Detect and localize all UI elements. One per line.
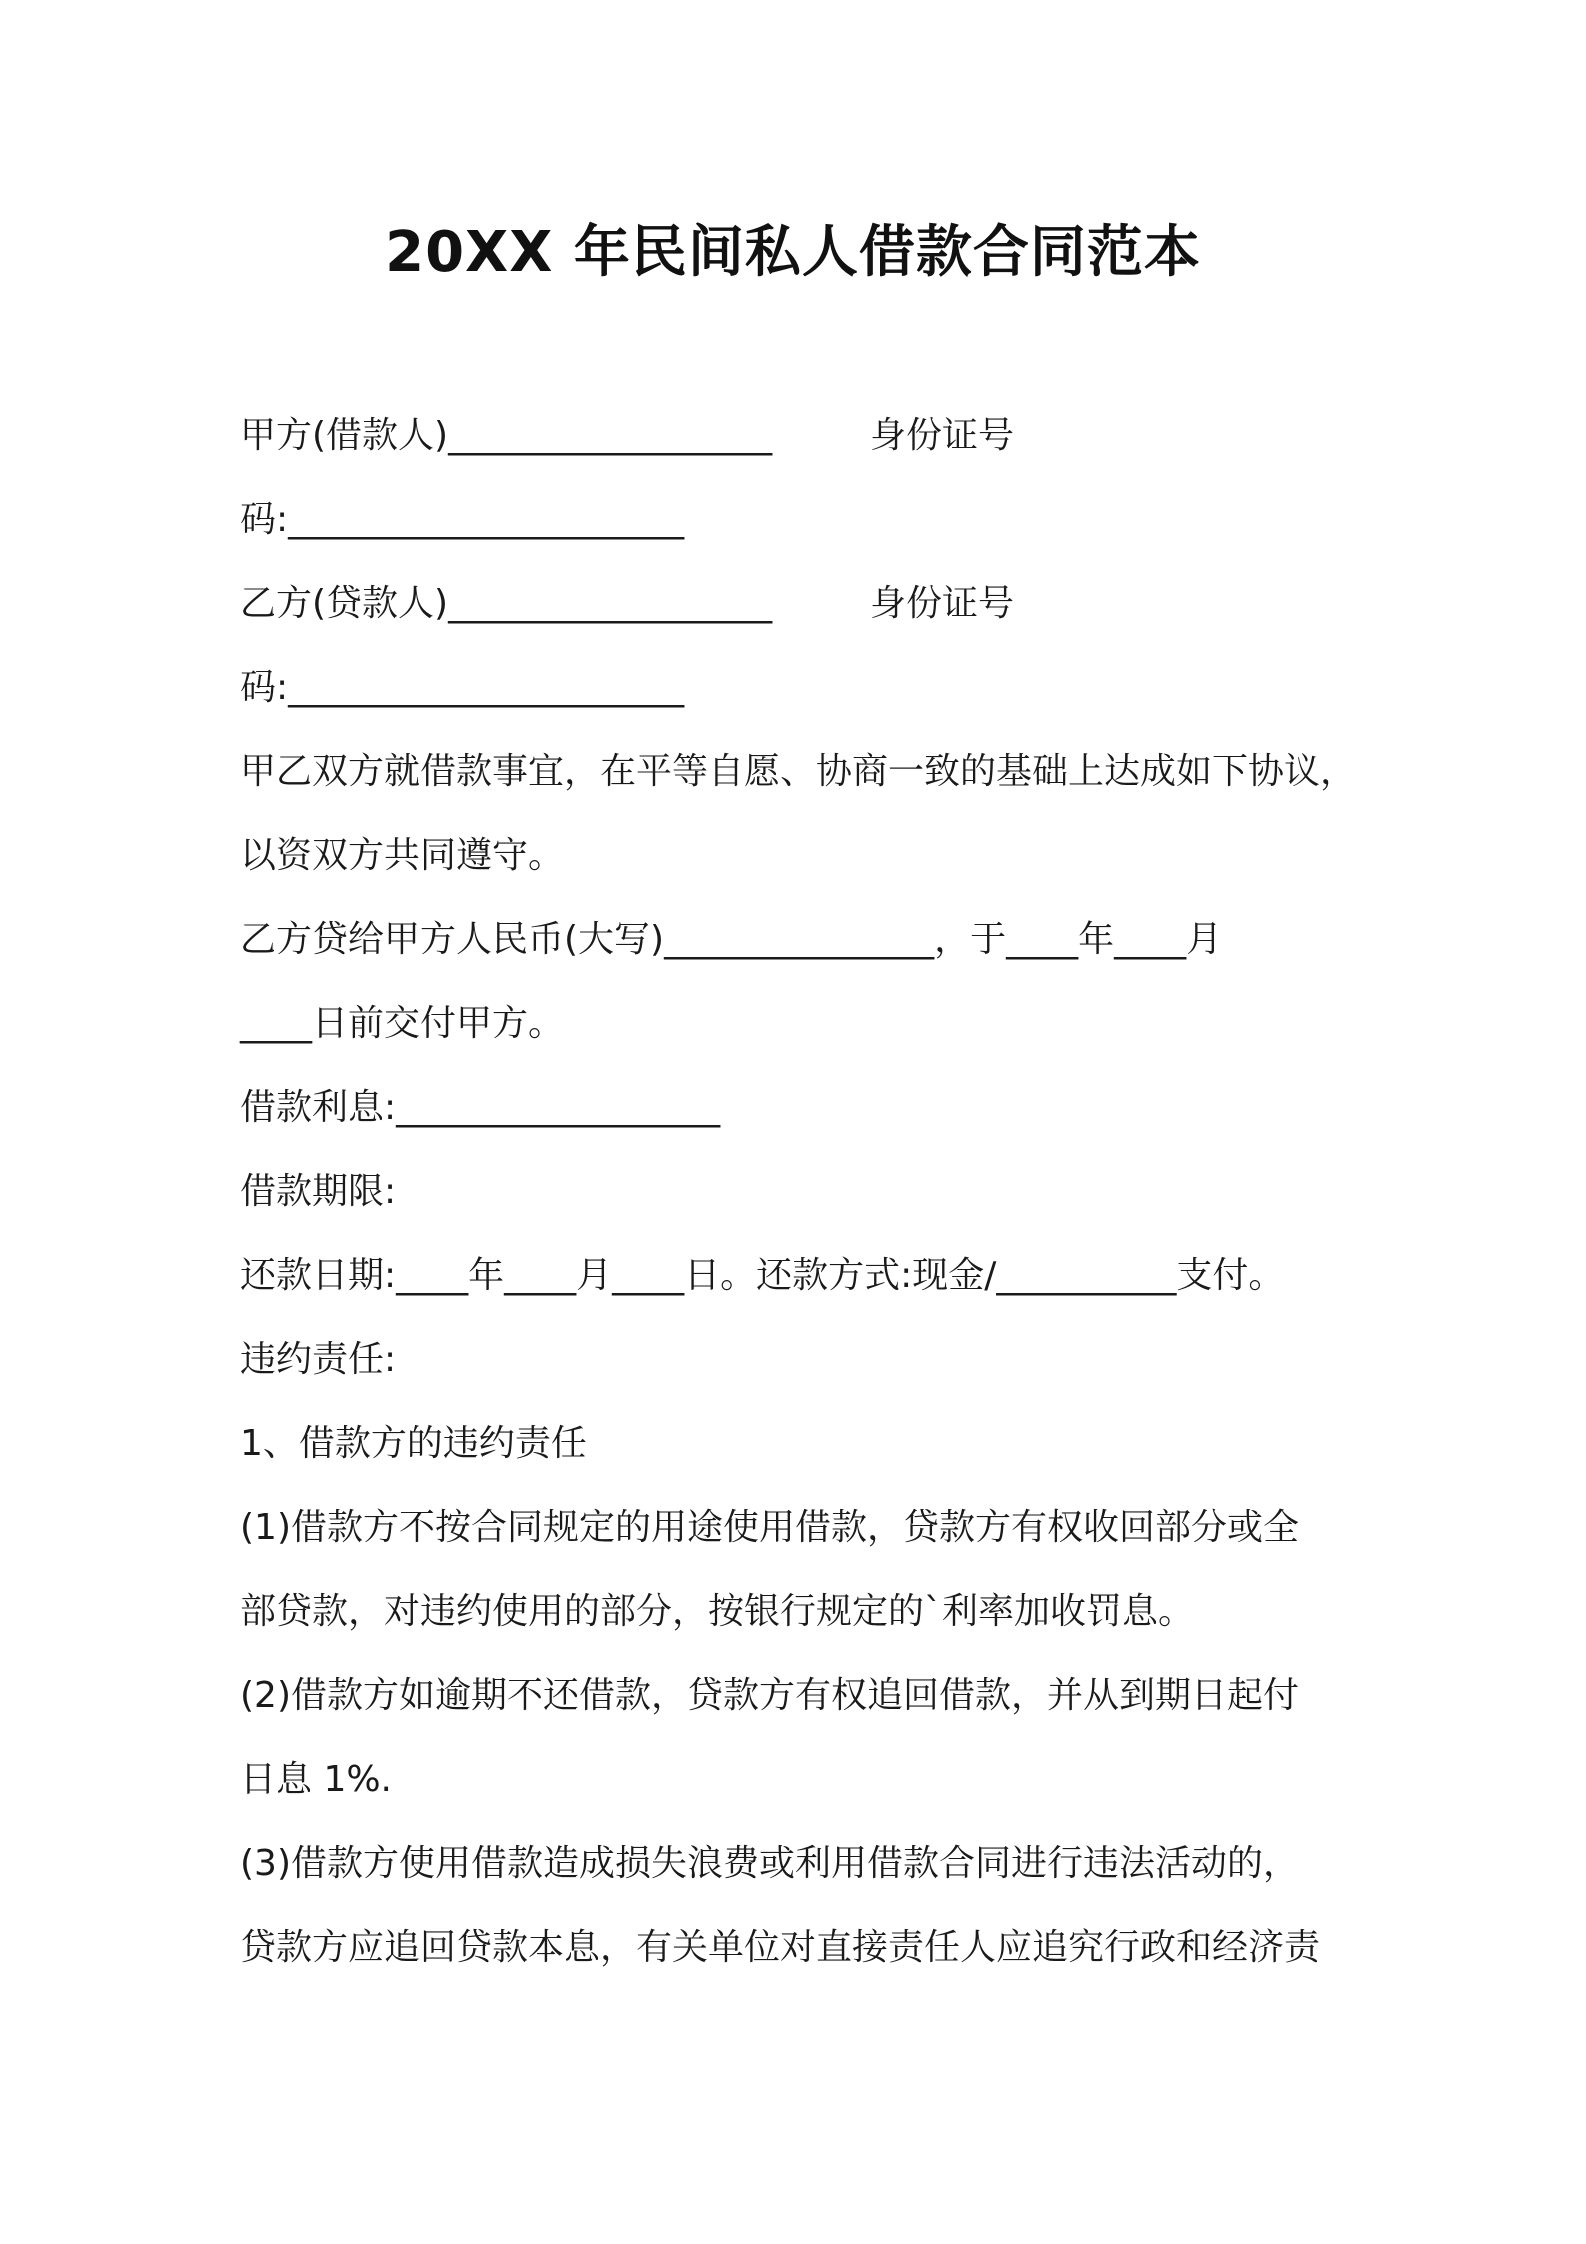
clause-1-line-1: (1)借款方不按合同规定的用途使用借款，贷款方有权收回部分或全	[240, 1507, 1299, 1548]
loan-amount-line-1: 乙方贷给甲方人民币(大写)_______________，于____年____月	[240, 919, 1223, 960]
party-b-line	[240, 580, 1015, 628]
clause-3-line-1: (3)借款方使用借款造成损失浪费或利用借款合同进行违法活动的，	[240, 1843, 1299, 1884]
loan-term-line: 借款期限:	[240, 1171, 397, 1212]
borrower-liability-heading: 1、借款方的违约责任	[240, 1423, 587, 1464]
liability-heading: 违约责任:	[240, 1339, 397, 1380]
party-a-line	[240, 412, 1015, 460]
party-a-id-label: 身份证号	[870, 415, 1015, 456]
party-b-lender: 乙方(贷款人)__________________	[240, 583, 773, 624]
agreement-intro-line-1: 甲乙双方就借款事宜，在平等自愿、协商一致的基础上达成如下协议，	[240, 751, 1357, 792]
loan-amount-line-2: ____日前交付甲方。	[240, 1003, 565, 1044]
document-title: 20XX 年民间私人借款合同范本	[385, 220, 1201, 285]
party-a-borrower: 甲方(借款人)__________________	[240, 415, 773, 456]
clause-1-line-2: 部贷款，对违约使用的部分，按银行规定的`利率加收罚息。	[240, 1591, 1195, 1632]
party-b-id-line: 码:______________________	[240, 667, 685, 708]
party-b-id-label: 身份证号	[870, 583, 1015, 624]
repayment-line: 还款日期:____年____月____日。还款方式:现金/__________支付。	[240, 1255, 1285, 1296]
clause-2-line-1: (2)借款方如逾期不还借款，贷款方有权追回借款，并从到期日起付	[240, 1675, 1299, 1716]
clause-3-line-2: 贷款方应追回贷款本息，有关单位对直接责任人应追究行政和经济责	[240, 1927, 1321, 1968]
clause-2-line-2: 日息 1%.	[240, 1759, 392, 1800]
party-a-id-line: 码:______________________	[240, 499, 685, 540]
agreement-intro-line-2: 以资双方共同遵守。	[240, 835, 565, 876]
loan-interest-line: 借款利息:__________________	[240, 1087, 721, 1128]
